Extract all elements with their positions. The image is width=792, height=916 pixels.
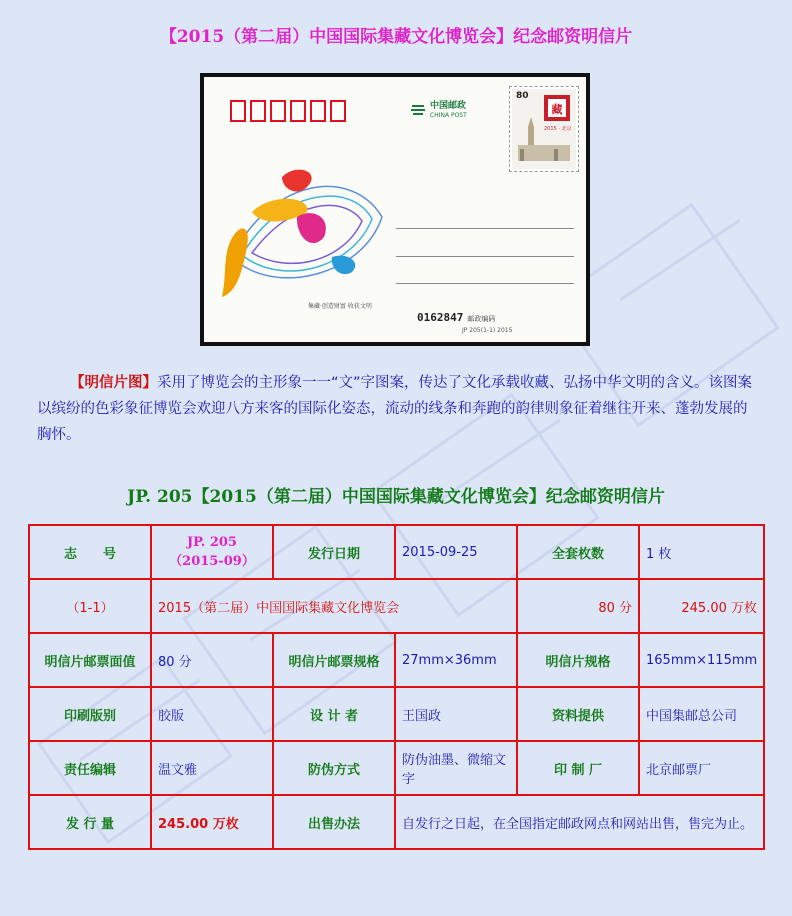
label-stamp-size: 明信片邮票规格: [273, 633, 395, 687]
zip-box: [250, 100, 266, 122]
post-logo-en: CHINA POST: [430, 112, 467, 119]
value-set-count: 1 枚: [639, 525, 764, 579]
postcard: [204, 77, 586, 342]
value-source: 中国集邮总公司: [639, 687, 764, 741]
table-row: [29, 795, 764, 849]
table-row: [29, 633, 764, 687]
value-printer: 北京邮票厂: [639, 741, 764, 795]
description-tag: 【明信片图】: [70, 375, 157, 391]
china-post-logo: [410, 101, 467, 121]
value-stamp-face-value: 80 分: [151, 633, 273, 687]
page-title: 【2015（第二届）中国国际集藏文化博览会】纪念邮资明信片: [159, 27, 633, 47]
postage-stamp: [509, 86, 579, 172]
table-title: JP. 205【2015（第二届）中国国际集藏文化博览会】纪念邮资明信片: [127, 487, 665, 507]
description: [37, 370, 759, 448]
address-line: [396, 256, 574, 257]
value-issue-date: 2015-09-25: [395, 525, 517, 579]
description-text: 采用了博览会的主形象一一“文”字图案，传达了文化承载收藏、弘扬中华文明的含义。该图案以缤纷的色彩象征博览会欢迎八方来客的国际化姿态，流动的线条和奔跑的韵律则象征着继往开来、蓬勃发展的胸怀。: [37, 375, 753, 443]
postcard-code-label: 邮政编码: [467, 315, 496, 323]
value-anti-counterfeit: 防伪油墨、微缩文字: [395, 741, 517, 795]
zip-box: [310, 100, 326, 122]
table-row: [29, 525, 764, 579]
serial-number: JP. 205: [187, 535, 237, 550]
postcard-image: [200, 73, 590, 346]
label-serial: 志 号: [29, 525, 151, 579]
label-circulation: 发 行 量: [29, 795, 151, 849]
stamp-place: 2015 · 北京: [544, 126, 572, 132]
table-row: [29, 687, 764, 741]
value-circulation: 245.00 万枚: [151, 795, 273, 849]
table-row: [29, 579, 764, 633]
zip-box: [290, 100, 306, 122]
item-name: 2015（第二届）中国国际集藏文化博览会: [151, 579, 517, 633]
table-row: [29, 741, 764, 795]
svg-text:藏: 藏: [551, 103, 563, 116]
label-sale-method: 出售办法: [273, 795, 395, 849]
value-card-size: 165mm×115mm: [639, 633, 764, 687]
item-index: （1-1）: [29, 579, 151, 633]
info-table: [28, 524, 765, 850]
postcard-jp-number: JP 205(1-1) 2015: [462, 327, 513, 334]
post-logo-cn: 中国邮政: [430, 101, 467, 111]
label-set-count: 全套枚数: [517, 525, 639, 579]
postcard-caption: 集藏·创造财富 收获文明: [308, 303, 372, 310]
value-sale-method: 自发行之日起，在全国指定邮政网点和网站出售，售完为止。: [395, 795, 764, 849]
value-serial: [151, 525, 273, 579]
item-face-value: 80 分: [517, 579, 639, 633]
value-stamp-size: 27mm×36mm: [395, 633, 517, 687]
postcard-code: [417, 311, 495, 324]
value-print-method: 胶版: [151, 687, 273, 741]
postcard-code-number: 0162847: [417, 311, 464, 324]
china-post-icon: [410, 104, 426, 118]
zip-box: [230, 100, 246, 122]
serial-year: （2015-09）: [169, 554, 255, 569]
label-designer: 设 计 者: [273, 687, 395, 741]
label-source: 资料提供: [517, 687, 639, 741]
zip-box: [330, 100, 346, 122]
value-designer: 王国政: [395, 687, 517, 741]
label-issue-date: 发行日期: [273, 525, 395, 579]
label-stamp-face-value: 明信片邮票面值: [29, 633, 151, 687]
label-printer: 印 制 厂: [517, 741, 639, 795]
address-line: [396, 283, 574, 284]
label-print-method: 印刷版别: [29, 687, 151, 741]
stamp-value: 80: [516, 91, 529, 101]
wen-character-artwork: [212, 157, 402, 297]
item-quantity: 245.00 万枚: [639, 579, 764, 633]
value-editor: 温文雅: [151, 741, 273, 795]
label-anti-counterfeit: 防伪方式: [273, 741, 395, 795]
label-card-size: 明信片规格: [517, 633, 639, 687]
label-editor: 责任编辑: [29, 741, 151, 795]
zip-box: [270, 100, 286, 122]
address-line: [396, 228, 574, 229]
